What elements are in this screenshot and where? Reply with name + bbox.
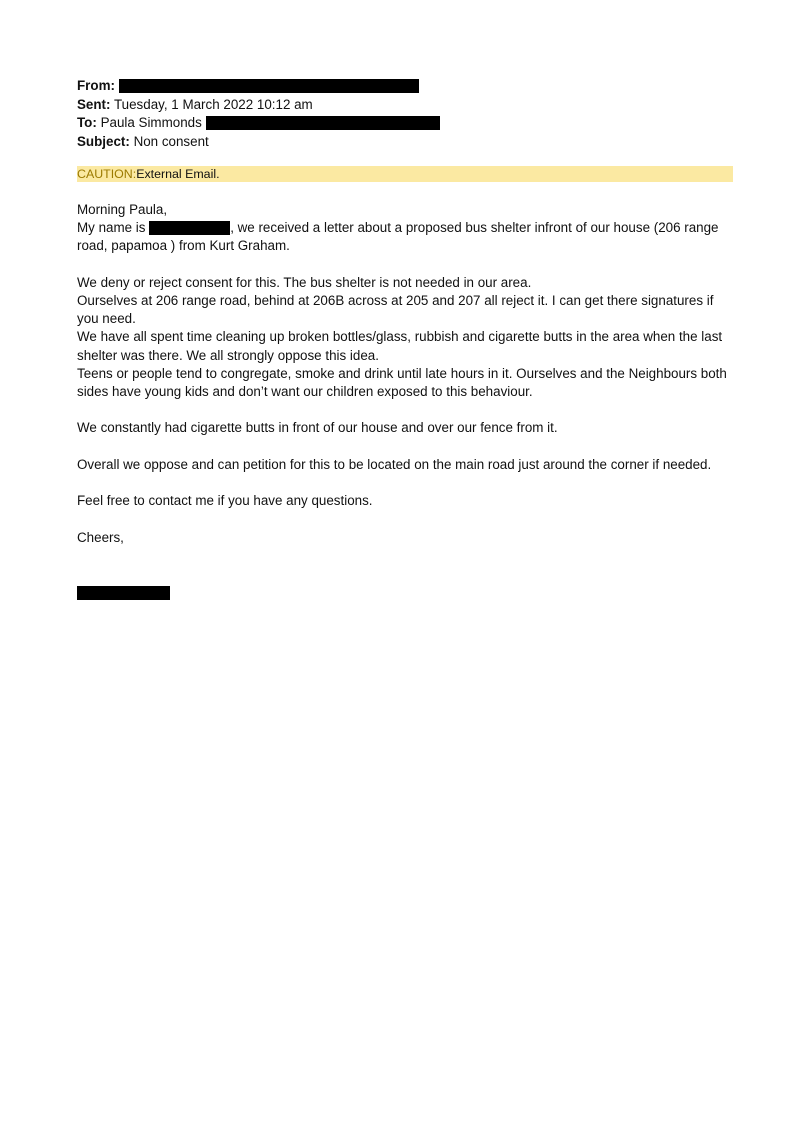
petition-paragraph: Overall we oppose and can petition for this to be located on the main road just around the corner if needed. xyxy=(77,456,712,472)
body-line-3: We have all spent time cleaning up broken bottles/glass, rubbish and cigarette butts in the area when the last shelter was there. We all strongly oppose this idea. xyxy=(77,329,723,363)
sent-label: Sent: xyxy=(77,96,111,112)
contact-paragraph: Feel free to contact me if you have any questions. xyxy=(77,493,373,509)
to-label: To: xyxy=(77,115,97,130)
email-body xyxy=(77,201,733,600)
paragraph-gap xyxy=(77,401,733,419)
subject-value: Non consent xyxy=(133,133,209,149)
body-line-2: Ourselves at 206 range road, behind at 206B across at 205 and 207 all reject it. I can get there signatures if you need. xyxy=(77,293,714,327)
body-line-1: We deny or reject consent for this. The bus shelter is not needed in our area. xyxy=(77,274,532,290)
intro-after: , we received a letter about a proposed bus shelter infront of our house (206 range road, papamoa ) from Kurt Graham. xyxy=(77,220,719,254)
caution-text: External Email. xyxy=(136,167,220,181)
email-printout xyxy=(77,77,733,600)
caution-label: CAUTION: xyxy=(77,167,137,181)
body-line-4: Teens or people tend to congregate, smoke and drink until late hours in it. Ourselves and the Neighbours both sides have young kids and don’t want our children exposed to this behaviour. xyxy=(77,365,727,400)
external-email-banner xyxy=(77,166,733,182)
sent-line xyxy=(77,96,733,115)
from-redaction xyxy=(119,79,419,93)
intro-paragraph xyxy=(77,219,733,255)
greeting: Morning Paula, xyxy=(77,202,168,217)
from-label: From: xyxy=(77,78,115,93)
paragraph-gap xyxy=(77,474,733,492)
cigarette-paragraph: We constantly had cigarette butts in front of our house and over our fence from it. xyxy=(77,420,558,436)
to-email-redaction xyxy=(206,116,440,130)
name-redaction xyxy=(149,221,230,235)
closing: Cheers, xyxy=(77,529,124,545)
paragraph-gap xyxy=(77,256,733,274)
intro-before: My name is xyxy=(77,220,150,236)
sent-value: Tuesday, 1 March 2022 10:12 am xyxy=(113,96,313,112)
subject-label: Subject: xyxy=(77,133,130,149)
to-line xyxy=(77,114,733,133)
to-value: Paula Simmonds xyxy=(100,115,202,130)
signature-redaction xyxy=(77,586,170,600)
paragraph-gap xyxy=(77,438,733,456)
subject-line xyxy=(77,133,733,152)
paragraph-gap xyxy=(77,510,733,528)
from-line xyxy=(77,77,733,96)
